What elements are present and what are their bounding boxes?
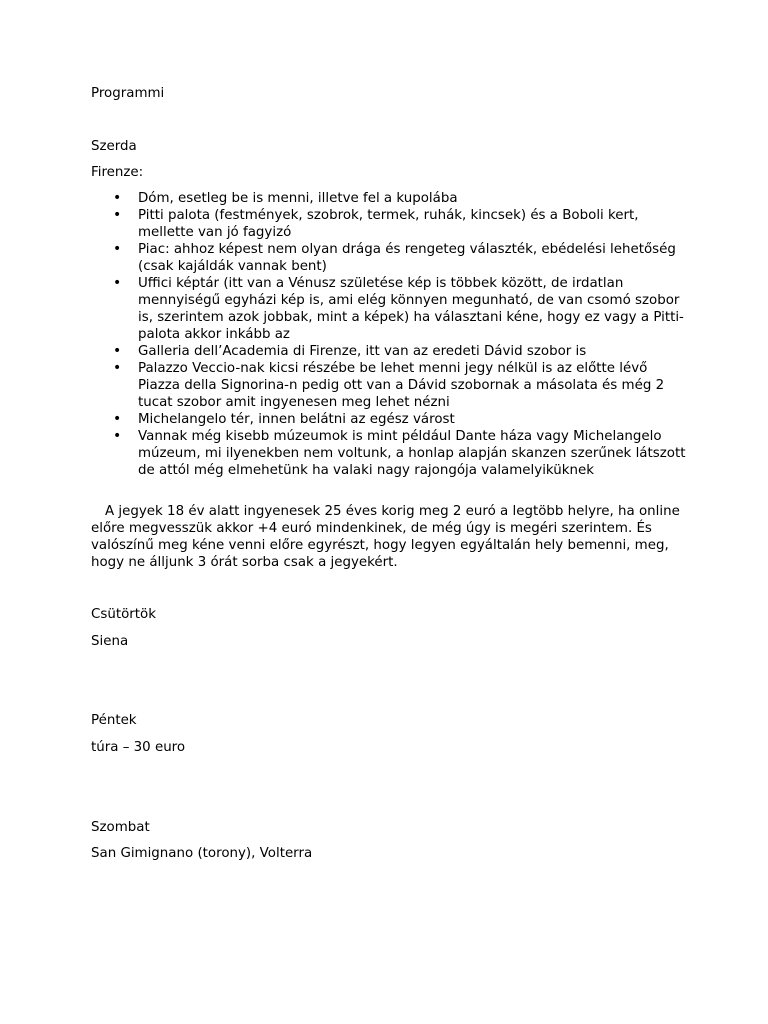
day-heading-szombat: Szombat (91, 820, 150, 835)
day-heading-csutortok: Csütörtök (91, 607, 156, 622)
list-item: • Uffici képtár (itt van a Vénusz születése kép is többek között, de irdatlan mennyiségű egyházi kép is, ami elég könnyen megunható, de van csomó szobor is, szerintem azok jobbak, mint a képek) ha választani kéne, hogy ez vagy a Pitti-palota akkor inkább az (91, 275, 691, 343)
day-heading-szerda: Szerda (91, 139, 137, 154)
day-heading-pentek: Péntek (91, 713, 137, 728)
day-place-csutortok: Siena (91, 634, 129, 649)
list-item: • Pitti palota (festmények, szobrok, termek, ruhák, kincsek) és a Boboli kert, mellette van jó fagyizó (91, 207, 691, 241)
list-item: • Galleria dell’Academia di Firenze, itt van az eredeti Dávid szobor is (91, 343, 691, 360)
list-item: • Dóm, esetleg be is menni, illetve fel a kupolába (91, 190, 691, 207)
ticket-note: A jegyek 18 év alatt ingyenesek 25 éves korig meg 2 euró a legtöbb helyre, ha online előre megvesszük akkor +4 euró mindenkinek, de még úgy is megéri szerintem. És valószínű meg kéne venni előre egyrészt, hogy legyen egyáltalán hely bemenni, meg, hogy ne álljunk 3 órát sorba csak a jegyekért. (91, 504, 680, 570)
day-place-szerda: Firenze: (91, 165, 144, 180)
firenze-list (91, 190, 691, 479)
list-item: • Piac: ahhoz képest nem olyan drága és rengeteg választék, ebédelési lehetőség (csak kajáldák vannak bent) (91, 241, 691, 275)
list-item: • Vannak még kisebb múzeumok is mint például Dante háza vagy Michelangelo múzeum, mi ilyenekben nem voltunk, a honlap alapján skanzen szerűnek látszott de attól még elmehetünk ha valaki nagy rajongója valamelyiküknek (91, 428, 691, 479)
list-item: • Michelangelo tér, innen belátni az egész várost (91, 411, 691, 428)
document-title: Programmi (91, 86, 165, 101)
day-place-szombat: San Gimignano (torony), Volterra (91, 846, 313, 861)
day-place-pentek: túra – 30 euro (91, 740, 186, 755)
list-item: • Palazzo Veccio-nak kicsi részébe be lehet menni jegy nélkül is az előtte lévő Piazza della Signorina-n pedig ott van a Dávid szobornak a másolata és még 2 tucat szobor amit ingyenesen meg lehet nézni (91, 360, 691, 411)
